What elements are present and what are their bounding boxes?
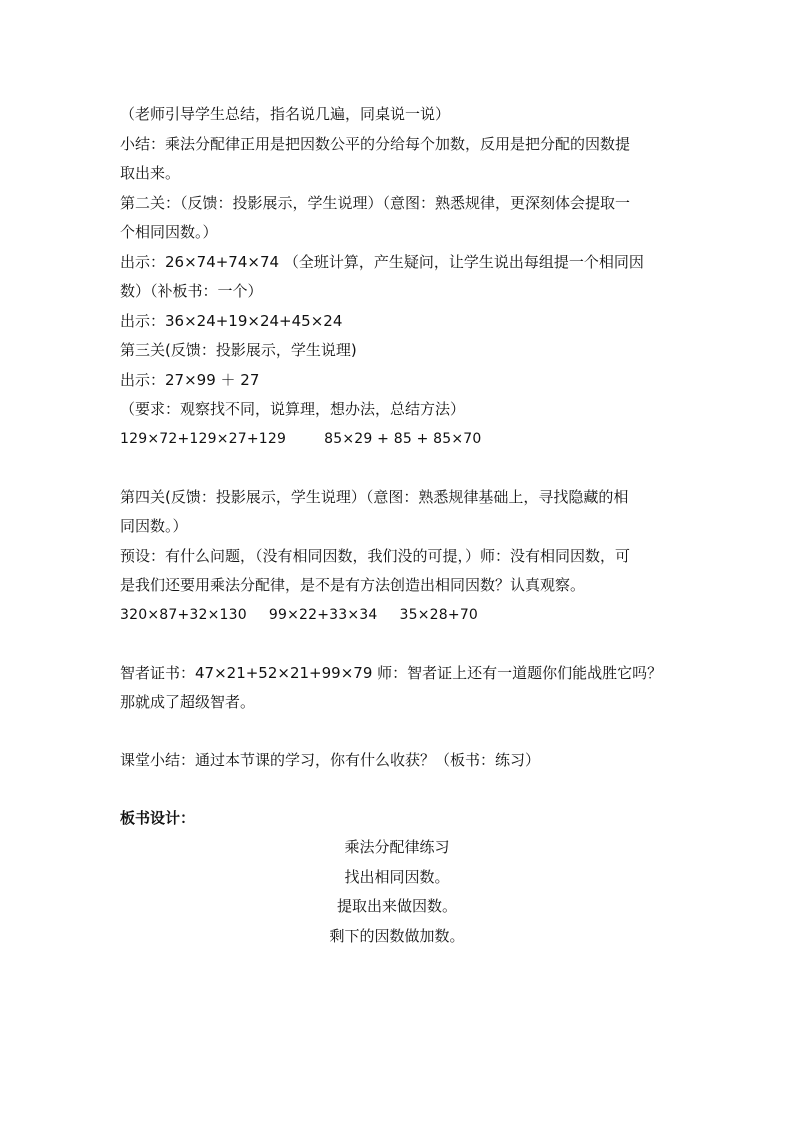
text-line: 个相同因数。） bbox=[120, 223, 218, 241]
text-line: （要求：观察找不同，说算理，想办法，总结方法） bbox=[120, 400, 466, 418]
expression: 35×28+70 bbox=[399, 607, 479, 623]
expression: 320×87+32×130 bbox=[120, 607, 247, 623]
expression-row bbox=[120, 605, 680, 625]
text-line: 同因数。） bbox=[120, 517, 188, 535]
expression: 99×22+33×34 bbox=[268, 607, 378, 623]
text-line: 出示：27×99 ＋ 27 bbox=[120, 371, 260, 389]
text-line: 预设：有什么问题，（没有相同因数，我们没的可提，）师：没有相同因数，可 bbox=[120, 547, 631, 565]
text-line: 数）（补板书：一个） bbox=[120, 282, 263, 300]
text-line: 课堂小结：通过本节课的学习，你有什么收获？（板书：练习） bbox=[120, 751, 541, 769]
board-line: 提取出来做因数。 bbox=[336, 897, 457, 915]
text-line: 第三关(反馈：投影展示，学生说理) bbox=[120, 341, 357, 359]
text-line: 第四关(反馈：投影展示，学生说理）（意图：熟悉规律基础上，寻找隐藏的相 bbox=[120, 488, 629, 506]
board-line: 剩下的因数做加数。 bbox=[329, 927, 465, 945]
text-line: 是我们还要用乘法分配律，是不是有方法创造出相同因数？认真观察。 bbox=[120, 576, 586, 594]
expression: 129×72+129×27+129 bbox=[120, 431, 287, 447]
text-line: 出示：26×74+74×74 （全班计算，产生疑问，让学生说出每组提一个相同因 bbox=[120, 253, 644, 271]
board-line: 找出相同因数。 bbox=[344, 868, 450, 886]
text-line: 取出来。 bbox=[120, 164, 181, 182]
board-line: 乘法分配律练习 bbox=[344, 838, 450, 856]
text-line: 智者证书：47×21+52×21+99×79 师：智者证上还有一道题你们能战胜它吗？ bbox=[120, 664, 663, 682]
section-heading: 板书设计： bbox=[120, 809, 196, 827]
text-line: 出示：36×24+19×24+45×24 bbox=[120, 312, 343, 330]
expression-row bbox=[120, 429, 680, 449]
text-line: 那就成了超级智者。 bbox=[120, 693, 256, 711]
expression: 85×29 + 85 + 85×70 bbox=[324, 431, 482, 447]
text-line: 小结：乘法分配律正用是把因数公平的分给每个加数，反用是把分配的因数提 bbox=[120, 135, 631, 153]
text-line: 第二关：（反馈：投影展示，学生说理）（意图：熟悉规律，更深刻体会提取一 bbox=[120, 194, 631, 212]
text-line: （老师引导学生总结，指名说几遍，同桌说一说） bbox=[120, 105, 451, 123]
